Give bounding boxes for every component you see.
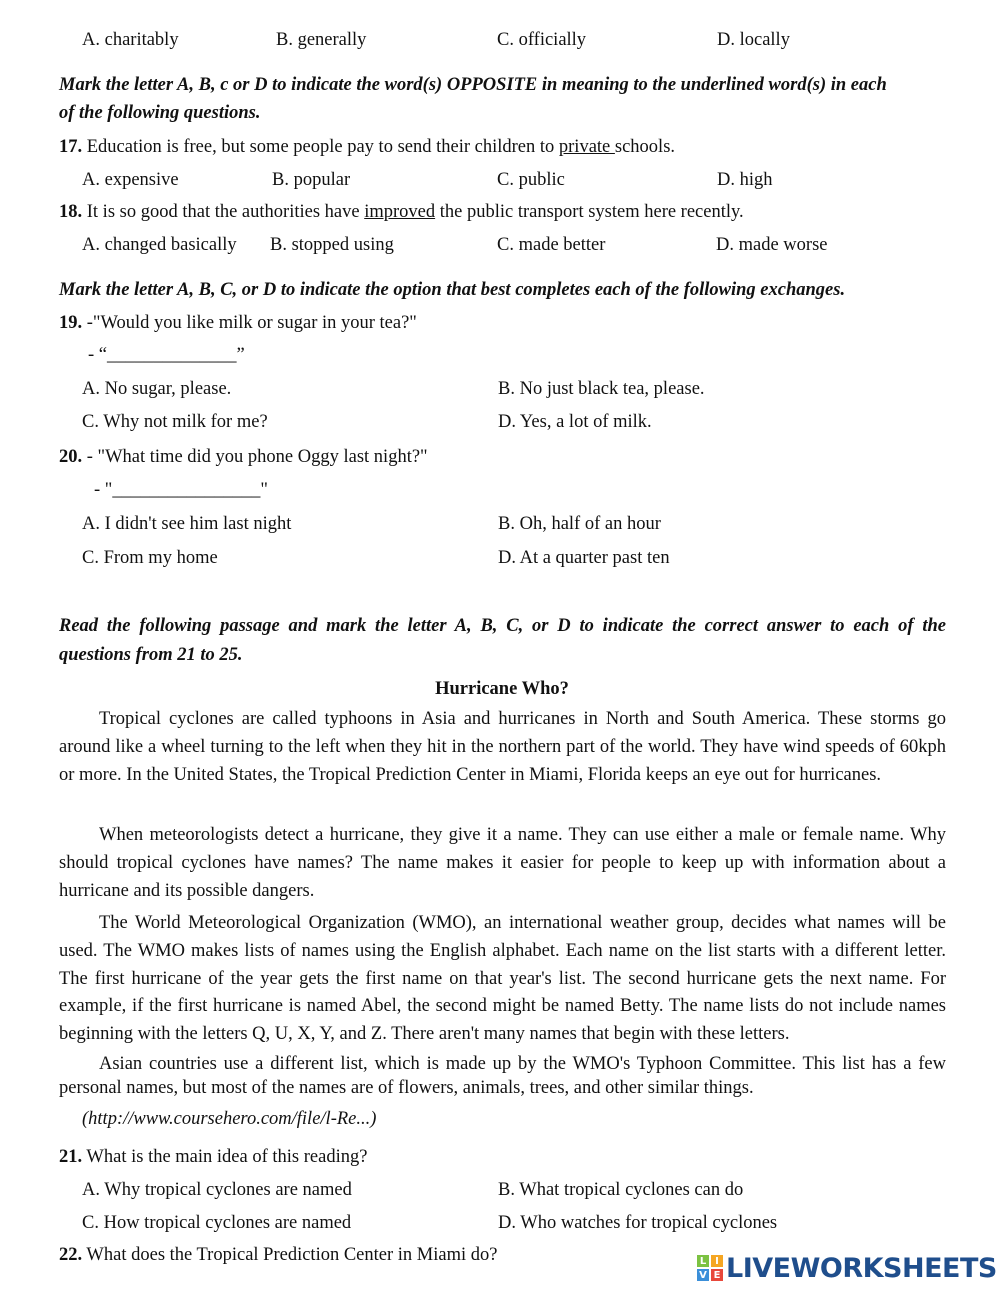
opposite-instruction-line1: Mark the letter A, B, c or D to indicate the word(s) OPPOSITE in meaning to the underlined word(s) in each — [59, 75, 887, 95]
logo-tile-i: I — [711, 1255, 723, 1267]
q16-option-d[interactable]: D. locally — [717, 30, 790, 50]
question-21 — [59, 1147, 367, 1168]
question-19 — [59, 313, 417, 334]
exchange-instruction: Mark the letter A, B, C, or D to indicate the option that best completes each of the following exchanges. — [59, 280, 846, 300]
q20-option-b[interactable]: B. Oh, half of an hour — [498, 514, 661, 534]
liveworksheets-logo — [697, 1253, 997, 1283]
question-text: - "What time did you phone Oggy last night?" — [82, 447, 428, 467]
question-number: 18. — [59, 202, 83, 222]
question-18 — [59, 202, 744, 223]
q18-option-b[interactable]: B. stopped using — [270, 235, 394, 255]
q19-option-d[interactable]: D. Yes, a lot of milk. — [498, 412, 652, 432]
underlined-word: private — [558, 137, 615, 157]
logo-text: LIVEWORKSHEETS — [726, 1252, 997, 1284]
logo-tile-l: L — [697, 1255, 709, 1267]
q21-option-d[interactable]: D. Who watches for tropical cyclones — [498, 1213, 778, 1233]
question-number: 21. — [59, 1147, 83, 1167]
q21-option-b[interactable]: B. What tropical cyclones can do — [498, 1180, 744, 1200]
question-text: Education is free, but some people pay to send their children to — [82, 137, 559, 157]
passage-title: Hurricane Who? — [435, 679, 569, 699]
q20-option-a[interactable]: A. I didn't see him last night — [82, 514, 292, 534]
question-text: -"Would you like milk or sugar in your tea?" — [82, 313, 417, 333]
reading-instruction-line1: Read the following passage and mark the letter A, B, C, or D to indicate the correct answer to each of the — [59, 616, 946, 636]
q17-option-c[interactable]: C. public — [497, 170, 565, 190]
q18-option-a[interactable]: A. changed basically — [82, 235, 237, 255]
q19-option-a[interactable]: A. No sugar, please. — [82, 379, 232, 399]
q21-option-c[interactable]: C. How tropical cyclones are named — [82, 1213, 352, 1233]
q20-option-d[interactable]: D. At a quarter past ten — [498, 548, 670, 568]
question-number: 19. — [59, 313, 83, 333]
q17-option-d[interactable]: D. high — [717, 170, 773, 190]
q18-option-d[interactable]: D. made worse — [716, 235, 828, 255]
q19-option-c[interactable]: C. Why not milk for me? — [82, 412, 268, 432]
question-text: schools. — [614, 137, 676, 157]
passage-paragraph-4: Asian countries use a different list, which is made up by the WMO's Typhoon Committee. This list has a few personal names, but most of the names are of flowers, animals, trees, and other similar things. — [59, 1054, 946, 1098]
question-20 — [59, 447, 428, 468]
question-text: the public transport system here recently. — [435, 202, 744, 222]
logo-tiles-icon — [697, 1255, 723, 1281]
passage-paragraph-1: Tropical cyclones are called typhoons in Asia and hurricanes in North and South America. These storms go around like a wheel turning to the left when they hit in the northern part of the world. They have wind speeds of 60kph or more. In the United States, the Tropical Prediction Center in Miami, Florida keeps an eye out for hurricanes. — [59, 709, 946, 785]
q20-option-c[interactable]: C. From my home — [82, 548, 218, 568]
q17-option-b[interactable]: B. popular — [272, 170, 351, 190]
reading-instruction-line2: questions from 21 to 25. — [59, 645, 243, 665]
passage-paragraph-3: The World Meteorological Organization (WMO), an international weather group, decides what names will be used. The WMO makes lists of names using the English alphabet. Each name on the list starts with a different letter. The first hurricane of the year gets the first name on that year's list. The second hurricane gets the next name. For example, if the first hurricane is named Abel, the second might be named Betty. The name lists do not include names beginning with the letters Q, U, X, Y, and Z. There aren't many names that begin with these letters. — [59, 913, 946, 1045]
q18-option-c[interactable]: C. made better — [497, 235, 606, 255]
question-17 — [59, 137, 675, 158]
question-number: 17. — [59, 137, 83, 157]
opposite-instruction-line2: of the following questions. — [59, 103, 261, 123]
q16-option-b[interactable]: B. generally — [276, 30, 367, 50]
logo-tile-v: V — [697, 1269, 709, 1281]
underlined-word: improved — [364, 202, 436, 222]
logo-tile-e: E — [711, 1269, 723, 1281]
q21-option-a[interactable]: A. Why tropical cyclones are named — [82, 1180, 352, 1200]
passage-paragraph-2: When meteorologists detect a hurricane, they give it a name. They can use either a male or female name. Why should tropical cyclones have names? The name makes it easier for people to keep up with information about a hurricane and its possible dangers. — [59, 825, 946, 901]
q16-option-c[interactable]: C. officially — [497, 30, 587, 50]
q19-reply-blank[interactable]: - “______________” — [88, 345, 245, 365]
passage-source: (http://www.coursehero.com/file/l-Re...) — [82, 1109, 377, 1129]
question-text: What is the main idea of this reading? — [82, 1147, 368, 1167]
question-22 — [59, 1245, 497, 1266]
q16-option-a[interactable]: A. charitably — [82, 30, 179, 50]
question-number: 20. — [59, 447, 83, 467]
q17-option-a[interactable]: A. expensive — [82, 170, 179, 190]
q20-reply-blank[interactable]: - "________________" — [94, 480, 268, 500]
question-number: 22. — [59, 1245, 83, 1265]
question-text: What does the Tropical Prediction Center in Miami do? — [82, 1245, 498, 1265]
question-text: It is so good that the authorities have — [82, 202, 365, 222]
q19-option-b[interactable]: B. No just black tea, please. — [498, 379, 705, 399]
